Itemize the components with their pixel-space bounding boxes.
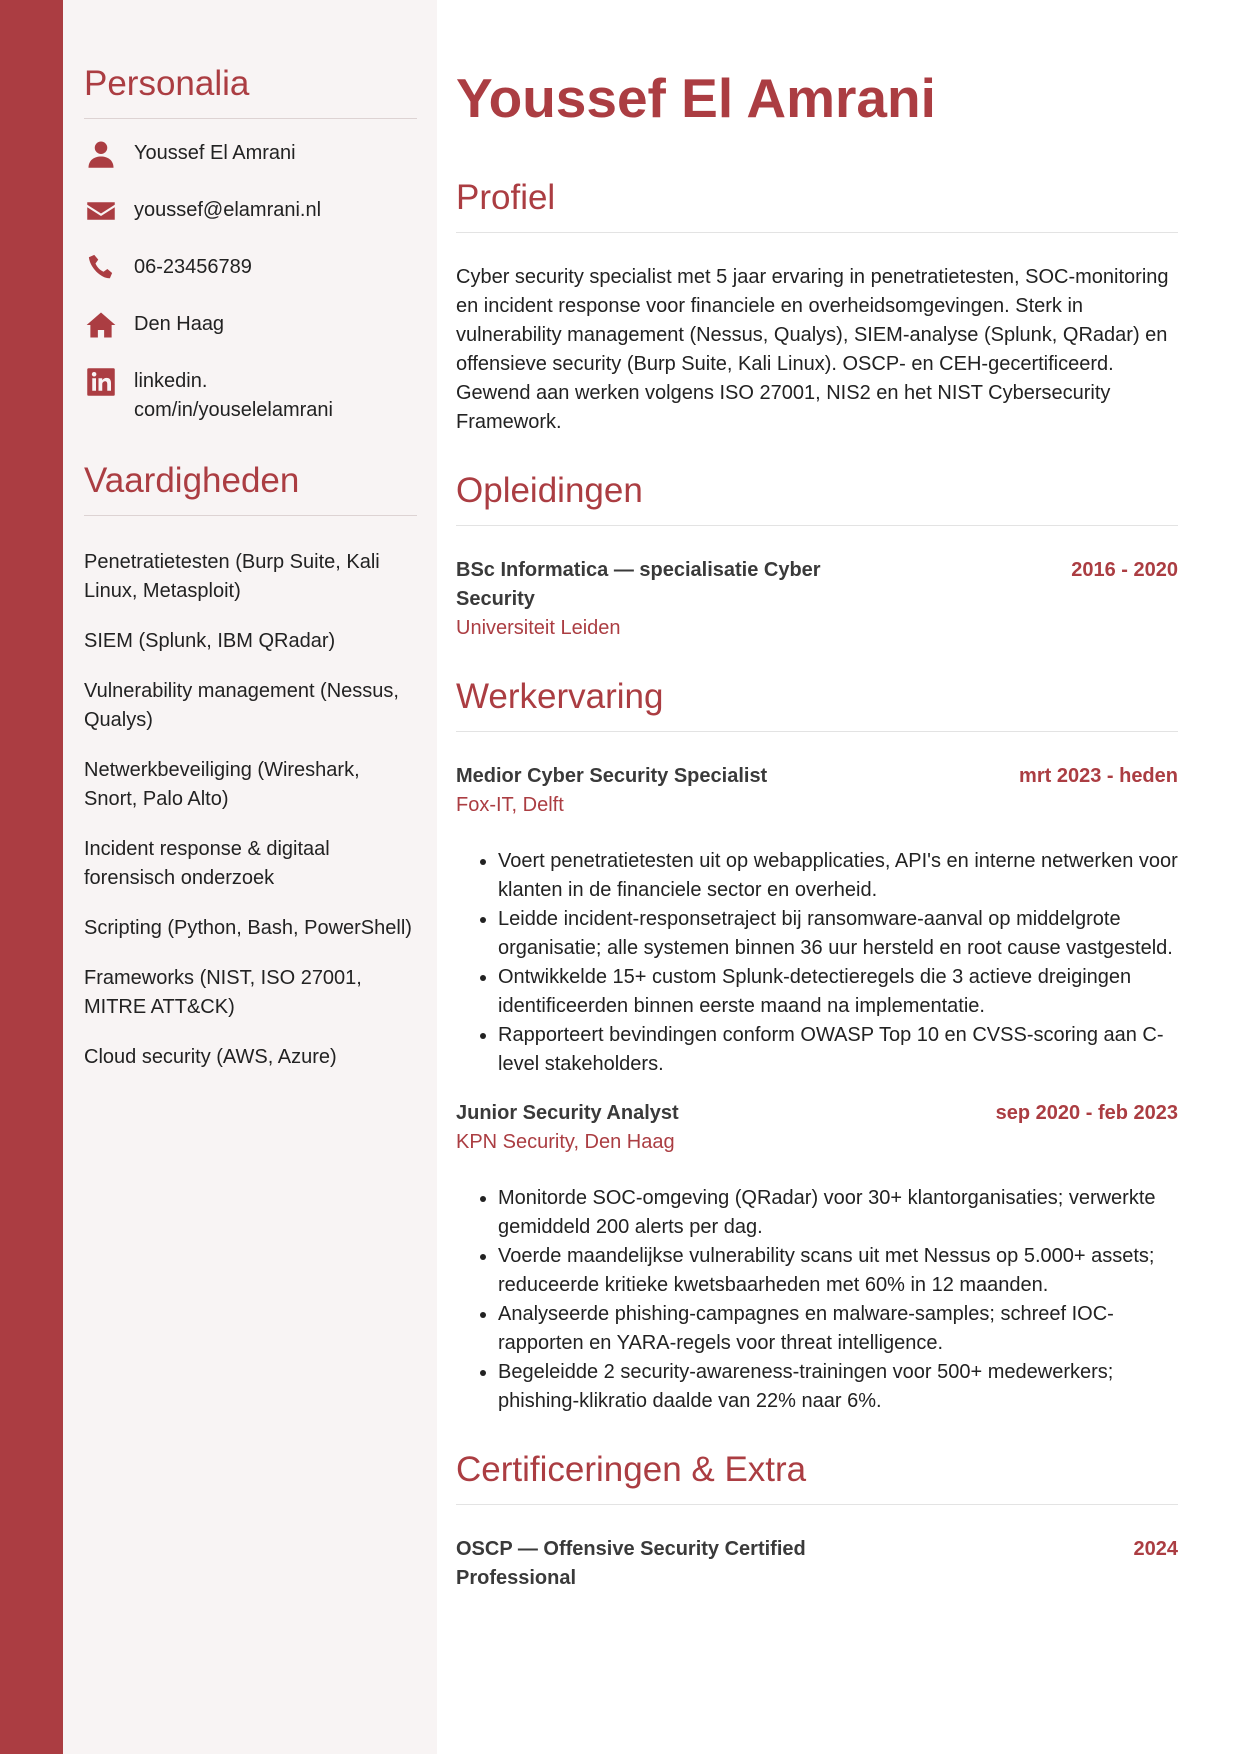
job-date: sep 2020 - feb 2023 — [995, 1102, 1178, 1124]
certification-entry — [456, 1535, 1178, 1593]
work-entry — [456, 762, 1178, 1079]
contact-phone — [84, 253, 417, 282]
contact-phone-text[interactable]: 06-23456789 — [134, 256, 252, 278]
skill-item: Frameworks (NIST, ISO 27001, MITRE ATT&CK) — [84, 967, 362, 1018]
job-employer: Fox-IT, Delft — [456, 794, 564, 816]
skills-heading: Vaardigheden — [84, 461, 417, 516]
certification-title: OSCP — Offensive Security Certified Professional — [456, 1538, 806, 1589]
job-bullet: • Voerde maandelijkse vulnerability scans uit met Nessus op 5.000+ assets; reduceerde kritieke kwetsbaarheden met 60% in 12 maanden. — [498, 1242, 1178, 1300]
job-title: Medior Cyber Security Specialist — [456, 765, 768, 787]
job-date: mrt 2023 - heden — [1019, 765, 1178, 787]
user-icon — [84, 139, 118, 168]
envelope-icon — [84, 196, 118, 225]
education-heading: Opleidingen — [456, 471, 1178, 526]
skill-item: Netwerkbeveiliging (Wireshark, Snort, Palo Alto) — [84, 759, 360, 810]
profile-text: Cyber security specialist met 5 jaar ervaring in penetratietesten, SOC-monitoring en incident response voor financiele en overheidsomgevingen. Sterk in vulnerability management (Nessus, Qualys), SIEM-analyse (Splunk, QRadar) en offensieve security (Burp Suite, Kali Linux). OSCP- en CEH-gecertificeerd. Gewend aan werken volgens ISO 27001, NIS2 en het NIST Cybersecurity Framework. — [456, 266, 1169, 433]
candidate-name: Youssef El Amrani — [456, 67, 936, 129]
contact-linkedin-text[interactable]: linkedin. com/in/youselelamrani — [134, 370, 333, 421]
job-title: Junior Security Analyst — [456, 1102, 679, 1124]
job-bullet: • Leidde incident-responsetraject bij ransomware-aanval op middelgrote organisatie; alle systemen binnen 36 uur hersteld en root cause vastgesteld. — [498, 905, 1178, 963]
education-entry — [456, 556, 1178, 643]
education-title: BSc Informatica — specialisatie Cyber Security — [456, 559, 821, 610]
accent-bar — [0, 0, 63, 1754]
job-bullet: • Ontwikkelde 15+ custom Splunk-detectieregels die 3 actieve dreigingen identificeerden binnen eerste maand na implementatie. — [498, 963, 1178, 1021]
sidebar-content — [84, 64, 417, 1093]
work-heading: Werkervaring — [456, 677, 1178, 732]
skill-item: Cloud security (AWS, Azure) — [84, 1046, 337, 1068]
contact-name — [84, 139, 417, 168]
skill-item: Penetratietesten (Burp Suite, Kali Linux, Metasploit) — [84, 551, 380, 602]
job-employer: KPN Security, Den Haag — [456, 1131, 675, 1153]
job-bullet: • Rapporteert bevindingen conform OWASP Top 10 en CVSS-scoring aan C-level stakeholders. — [498, 1021, 1178, 1079]
skill-item: Scripting (Python, Bash, PowerShell) — [84, 917, 412, 939]
job-bullet: • Begeleidde 2 security-awareness-trainingen voor 500+ medewerkers; phishing-klikratio daalde van 22% naar 6%. — [498, 1358, 1178, 1416]
job-bullet: • Voert penetratietesten uit op webapplicaties, API's en interne netwerken voor klanten in de financiele sector en overheid. — [498, 847, 1178, 905]
work-entry — [456, 1099, 1178, 1416]
profile-heading: Profiel — [456, 178, 1178, 233]
personalia-heading: Personalia — [84, 64, 417, 119]
contact-linkedin — [84, 367, 417, 425]
job-bullets — [456, 1184, 1178, 1416]
skill-item: SIEM (Splunk, IBM QRadar) — [84, 630, 336, 652]
skills-list — [84, 548, 417, 1072]
contact-name-text: Youssef El Amrani — [134, 142, 296, 164]
main-content — [456, 58, 1178, 1593]
certifications-heading: Certificeringen & Extra — [456, 1450, 1178, 1505]
job-bullet: • Analyseerde phishing-campagnes en malware-samples; schreef IOC-rapporten en YARA-regels voor threat intelligence. — [498, 1300, 1178, 1358]
job-bullets — [456, 847, 1178, 1079]
contact-email-text[interactable]: youssef@elamrani.nl — [134, 199, 322, 221]
job-bullet: • Monitorde SOC-omgeving (QRadar) voor 30+ klantorganisaties; verwerkte gemiddeld 200 alerts per dag. — [498, 1184, 1178, 1242]
phone-icon — [84, 253, 118, 282]
education-institution: Universiteit Leiden — [456, 617, 621, 639]
education-date: 2016 - 2020 — [1071, 559, 1178, 581]
skill-item: Vulnerability management (Nessus, Qualys) — [84, 680, 399, 731]
contact-email — [84, 196, 417, 225]
home-icon — [84, 310, 118, 339]
certification-date: 2024 — [1133, 1538, 1178, 1560]
linkedin-icon — [84, 367, 118, 396]
contact-city-text: Den Haag — [134, 313, 225, 335]
contact-list — [84, 139, 417, 425]
sidebar — [63, 0, 437, 1754]
skill-item: Incident response & digitaal forensisch onderzoek — [84, 838, 330, 889]
contact-city — [84, 310, 417, 339]
